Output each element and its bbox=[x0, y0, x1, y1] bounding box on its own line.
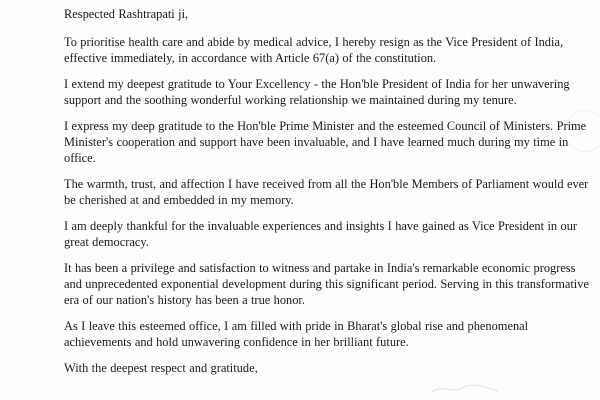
paragraph-members-of-parliament: The warmth, trust, and affection I have received from all the Hon'ble Members of Parliament would ever be cherished at and embedded in my memory. bbox=[64, 177, 589, 208]
salutation: Respected Rashtrapati ji, bbox=[64, 7, 189, 21]
paragraph-gratitude-president: I extend my deepest gratitude to Your Excellency - the Hon'ble President of India for her unwavering support and the soothing wonderful working relationship we maintained during my tenure. bbox=[64, 77, 570, 108]
resignation-letter bbox=[64, 6, 590, 376]
paragraph-privilege: It has been a privilege and satisfaction to witness and partake in India's remarkable economic progress and unprecedented exponential development during this significant period. Serving in this transformative era of our nation's history has been a true honor. bbox=[64, 260, 589, 308]
paragraph-gratitude-prime-minister: I express my deep gratitude to the Hon'ble Prime Minister and the esteemed Council of Ministers. Prime Minister's cooperation and support have been invaluable, and I have learned much during my time in office. bbox=[64, 119, 587, 166]
paragraph-pride: As I leave this esteemed office, I am filled with pride in Bharat's global rise and phenomenal achievements and hold unwavering confidence in her brilliant future. bbox=[64, 319, 529, 350]
faint-watermark-mark bbox=[430, 382, 500, 396]
paragraph-experiences: I am deeply thankful for the invaluable experiences and insights I have gained as Vice President in our great democracy. bbox=[64, 219, 578, 250]
closing-line: With the deepest respect and gratitude, bbox=[64, 360, 258, 375]
paragraph-resignation: To prioritise health care and abide by medical advice, I hereby resign as the Vice President of India, effective immediately, in accordance with Article 67(a) of the constitution. bbox=[64, 35, 564, 66]
